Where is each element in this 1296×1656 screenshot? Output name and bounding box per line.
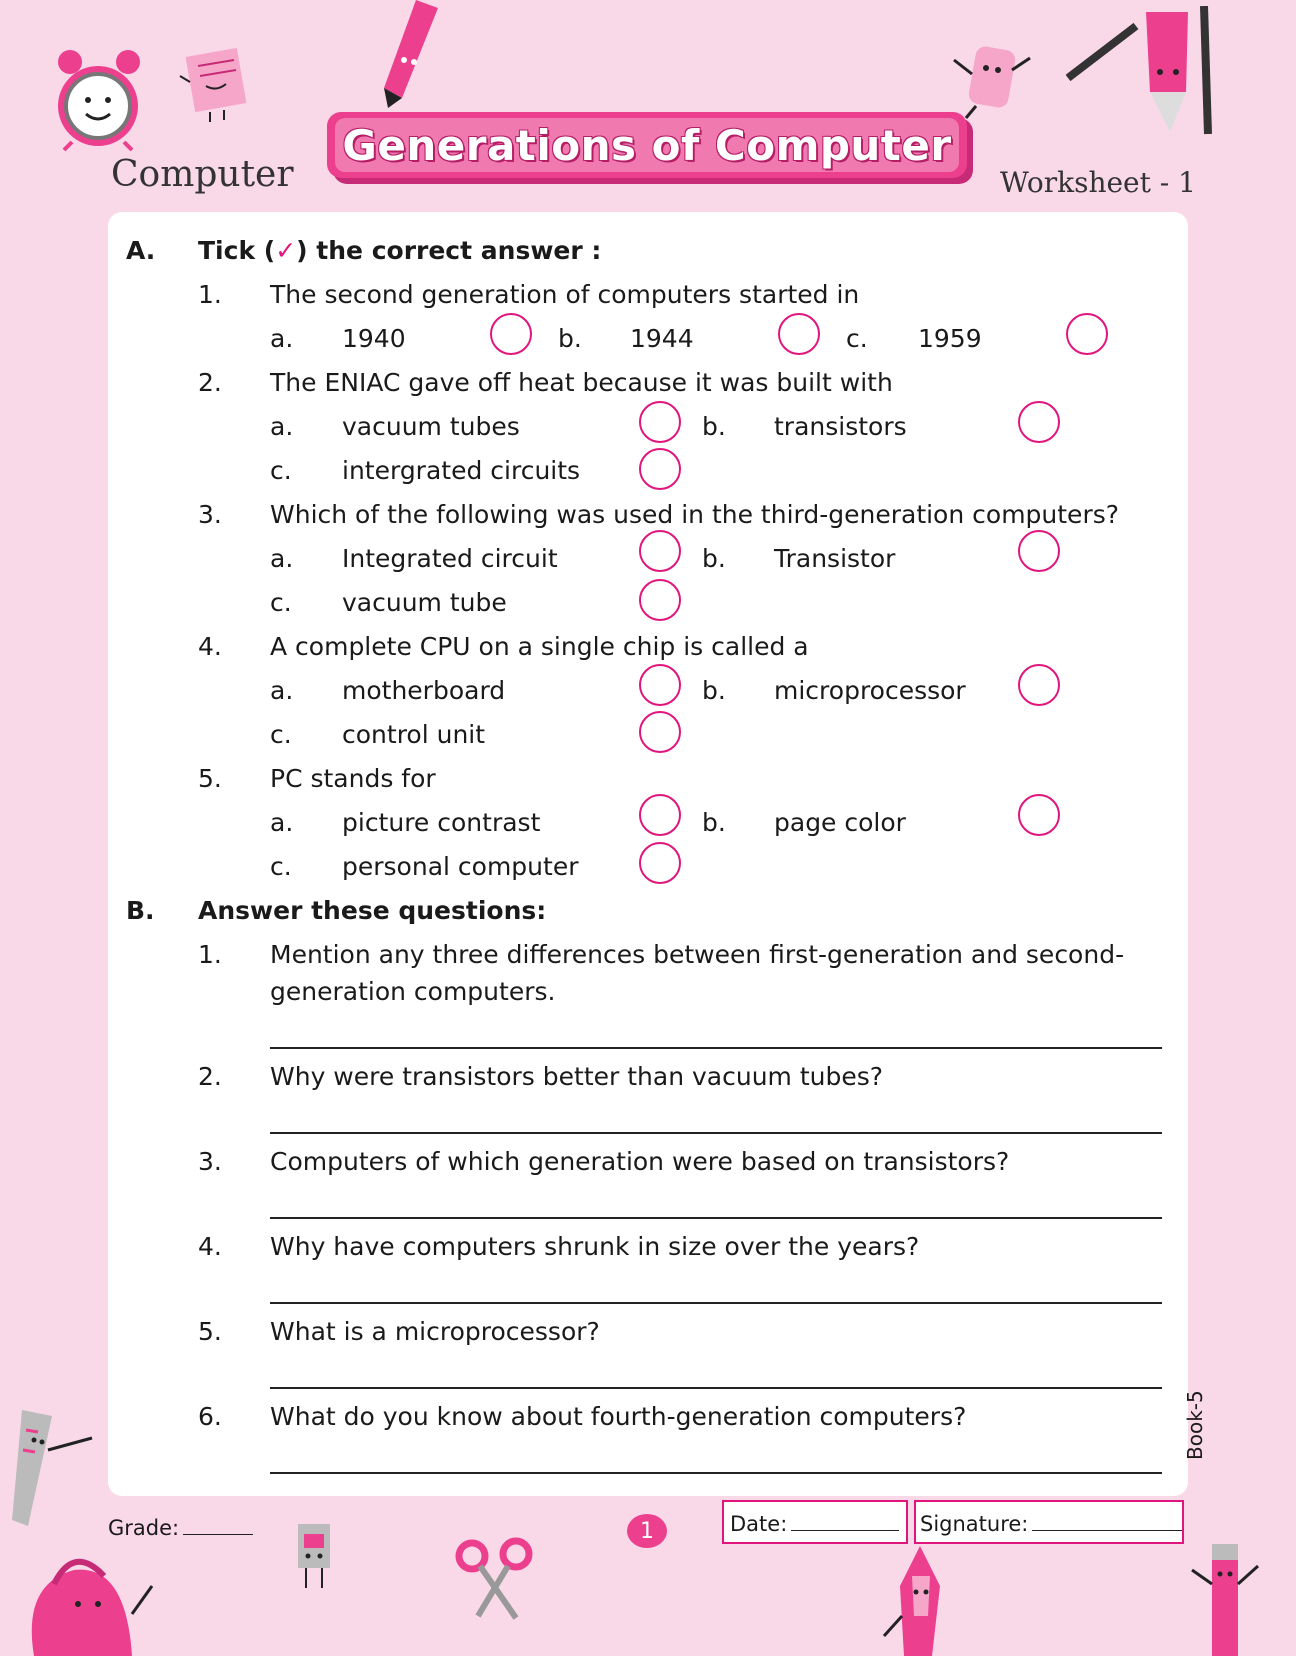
option-text: motherboard xyxy=(342,676,506,705)
answer-circle[interactable] xyxy=(1018,401,1060,443)
option-text: Integrated circuit xyxy=(342,544,558,573)
option-text: 1944 xyxy=(630,324,694,353)
title-banner xyxy=(327,112,967,178)
answer-line[interactable] xyxy=(270,1302,1162,1304)
question-number: 5. xyxy=(198,1317,222,1346)
section-a-heading: Tick (✓) the correct answer : xyxy=(198,236,602,265)
pencil-character-icon xyxy=(1190,1540,1260,1656)
answer-line[interactable] xyxy=(270,1217,1162,1219)
option-text: intergrated circuits xyxy=(342,456,581,485)
option-letter: b. xyxy=(702,412,726,441)
eraser-character-icon xyxy=(946,40,1036,120)
scissors-icon xyxy=(454,1536,536,1622)
answer-circle[interactable] xyxy=(639,530,681,572)
ruler-character-icon xyxy=(8,1410,94,1530)
option-text: Transistor xyxy=(774,544,896,573)
answer-circle[interactable] xyxy=(1066,313,1108,355)
question-number: 3. xyxy=(198,1147,222,1176)
option-letter: a. xyxy=(270,808,294,837)
crayon-character-icon xyxy=(882,1546,962,1656)
option-text: 1959 xyxy=(918,324,982,353)
option-letter: a. xyxy=(270,324,294,353)
option-text: personal computer xyxy=(342,852,579,881)
option-text: microprocessor xyxy=(774,676,966,705)
grade-field[interactable]: Grade: xyxy=(108,1516,253,1540)
option-letter: c. xyxy=(270,720,292,749)
option-text: picture contrast xyxy=(342,808,541,837)
option-letter: c. xyxy=(270,456,292,485)
signature-field[interactable]: Signature: xyxy=(914,1500,1184,1544)
option-letter: b. xyxy=(558,324,582,353)
option-text: transistors xyxy=(774,412,907,441)
option-letter: c. xyxy=(270,852,292,881)
option-letter: b. xyxy=(702,544,726,573)
subject-label: Computer xyxy=(111,154,294,195)
option-letter: b. xyxy=(702,676,726,705)
page-number-badge: 1 xyxy=(627,1514,667,1548)
option-text: page color xyxy=(774,808,906,837)
question-number: 2. xyxy=(198,368,222,397)
question-text: Which of the following was used in the third-generation computers? xyxy=(270,500,1120,529)
answer-line[interactable] xyxy=(270,1132,1162,1134)
question-text: A complete CPU on a single chip is called a xyxy=(270,632,809,661)
option-text: vacuum tube xyxy=(342,588,507,617)
backpack-icon xyxy=(14,1524,154,1656)
option-letter: c. xyxy=(270,588,292,617)
question-text: What is a microprocessor? xyxy=(270,1317,600,1346)
option-letter: a. xyxy=(270,412,294,441)
pencil-icon xyxy=(376,0,446,110)
date-field[interactable]: Date: xyxy=(722,1500,908,1544)
answer-circle[interactable] xyxy=(1018,794,1060,836)
question-number: 3. xyxy=(198,500,222,529)
question-number: 2. xyxy=(198,1062,222,1091)
answer-circle[interactable] xyxy=(639,579,681,621)
question-text: Why have computers shrunk in size over the years? xyxy=(270,1232,920,1261)
sharpener-character-icon xyxy=(284,1520,344,1592)
question-number: 1. xyxy=(198,940,222,969)
option-letter: c. xyxy=(846,324,868,353)
option-text: vacuum tubes xyxy=(342,412,520,441)
worksheet-number: Worksheet - 1 xyxy=(1000,166,1196,199)
question-text: PC stands for xyxy=(270,764,436,793)
option-text: control unit xyxy=(342,720,486,749)
section-b-letter: B. xyxy=(126,896,155,925)
question-text: What do you know about fourth-generation computers? xyxy=(270,1402,967,1431)
question-text: Computers of which generation were based on transistors? xyxy=(270,1147,1010,1176)
section-a-letter: A. xyxy=(126,236,156,265)
section-b-heading: Answer these questions: xyxy=(198,896,547,925)
question-number: 4. xyxy=(198,1232,222,1261)
question-text: generation computers. xyxy=(270,977,556,1006)
question-number: 1. xyxy=(198,280,222,309)
answer-circle[interactable] xyxy=(778,313,820,355)
page-title: Generations of Computer xyxy=(342,120,952,170)
answer-circle[interactable] xyxy=(1018,530,1060,572)
answer-circle[interactable] xyxy=(639,711,681,753)
answer-circle[interactable] xyxy=(639,842,681,884)
book-label: Book-5 xyxy=(1183,1390,1207,1460)
question-text: The second generation of computers started in xyxy=(270,280,860,309)
question-text: Mention any three differences between first-generation and second- xyxy=(270,940,1125,969)
answer-circle[interactable] xyxy=(639,794,681,836)
answer-circle[interactable] xyxy=(490,313,532,355)
answer-line[interactable] xyxy=(270,1472,1162,1474)
question-number: 6. xyxy=(198,1402,222,1431)
question-number: 4. xyxy=(198,632,222,661)
question-text: Why were transistors better than vacuum tubes? xyxy=(270,1062,884,1091)
pencil-character-icon xyxy=(1066,6,1216,136)
option-letter: b. xyxy=(702,808,726,837)
option-letter: a. xyxy=(270,676,294,705)
check-mark-icon: ✓ xyxy=(275,236,297,265)
question-text: The ENIAC gave off heat because it was built with xyxy=(270,368,893,397)
answer-circle[interactable] xyxy=(639,448,681,490)
notepad-icon xyxy=(176,46,256,122)
answer-circle[interactable] xyxy=(639,401,681,443)
worksheet-card xyxy=(108,212,1188,1496)
option-letter: a. xyxy=(270,544,294,573)
question-number: 5. xyxy=(198,764,222,793)
option-text: 1940 xyxy=(342,324,406,353)
answer-line[interactable] xyxy=(270,1047,1162,1049)
answer-circle[interactable] xyxy=(1018,664,1060,706)
answer-line[interactable] xyxy=(270,1387,1162,1389)
answer-circle[interactable] xyxy=(639,664,681,706)
alarm-clock-icon xyxy=(52,44,148,152)
